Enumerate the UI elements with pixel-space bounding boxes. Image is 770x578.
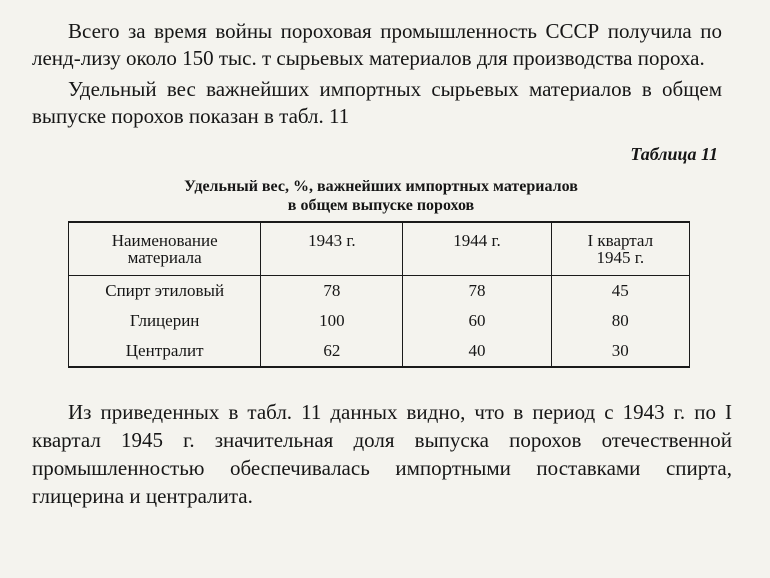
table-title [101, 177, 661, 215]
header-material-line-2: материала [127, 248, 202, 267]
header-1944 [403, 222, 551, 276]
cell-1944: 60 [403, 306, 551, 336]
paragraph-conclusion: Из приведенных в табл. 11 данных видно, что в период с 1943 г. по I квартал 1945 г. значительная доля выпуска порохов отечественной промышленностью обеспечивалась импортными поставками спирта, глицерина и централита. [32, 400, 732, 508]
table-row [69, 276, 690, 307]
cell-1945-q1: 80 [551, 306, 689, 336]
header-1943-label: 1943 г. [308, 231, 356, 250]
cell-1944: 78 [403, 276, 551, 307]
cell-1945-q1: 30 [551, 336, 689, 367]
cell-1944: 40 [403, 336, 551, 367]
row-material-name: Централит [69, 336, 261, 367]
cell-1943: 100 [261, 306, 403, 336]
paragraph-share-intro: Удельный вес важнейших импортных сырьевых материалов в общем выпуске порохов показан в табл. 11 [32, 77, 722, 128]
header-material-name [69, 222, 261, 276]
paragraph-lend-lease: Всего за время войны пороховая промышленность СССР получила по ленд-лизу около 150 тыс. т сырьевых материалов для производства пороха. [32, 19, 722, 70]
header-material-line-1: Наименование [111, 231, 218, 250]
table-row [69, 306, 690, 336]
table-title-line-1: Удельный вес, %, важнейших импортных материалов [184, 178, 578, 195]
cell-1945-q1: 45 [551, 276, 689, 307]
header-1945-q1 [551, 222, 689, 276]
header-1945-q1-line-1: I квартал [587, 231, 654, 250]
header-1944-label: 1944 г. [453, 231, 501, 250]
header-1943 [261, 222, 403, 276]
import-share-table [68, 221, 690, 368]
table-title-line-2: в общем выпуске порохов [287, 197, 475, 214]
table-caption: Таблица 11 [630, 144, 718, 164]
table-header-row [69, 222, 690, 276]
cell-1943: 62 [261, 336, 403, 367]
table-row [69, 336, 690, 367]
header-1945-q1-line-2: 1945 г. [596, 248, 645, 267]
row-material-name: Спирт этиловый [69, 276, 261, 307]
cell-1943: 78 [261, 276, 403, 307]
row-material-name: Глицерин [69, 306, 261, 336]
